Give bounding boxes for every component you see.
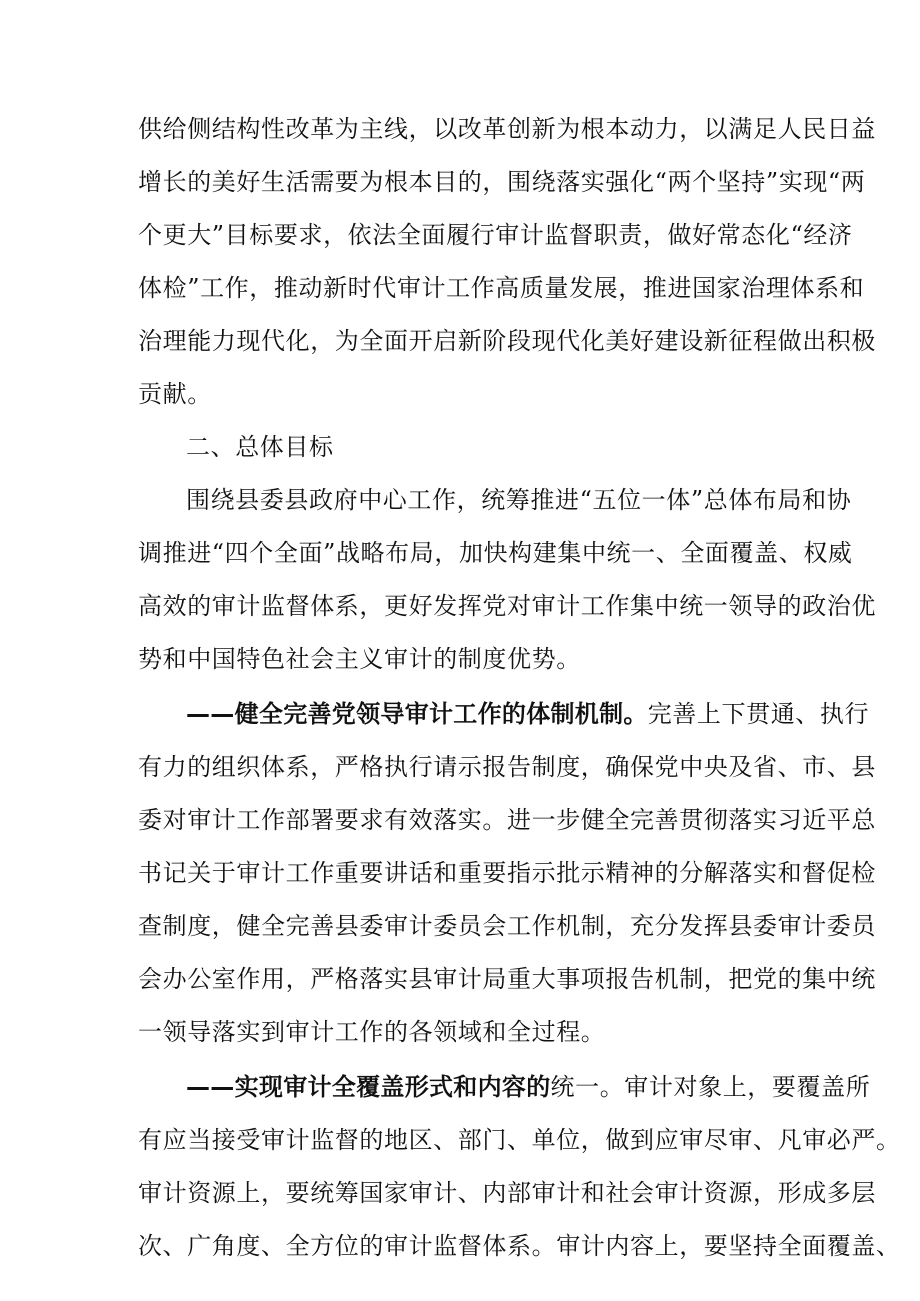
paragraph-1-line-6: 贡献。 — [138, 380, 212, 408]
paragraph-3-line-7: 一领导落实到审计工作的各领域和全过程。 — [138, 1018, 606, 1046]
paragraph-4-bold-lead: ——实现审计全覆盖形式和内容的 — [186, 1073, 551, 1101]
paragraph-3-line-2: 有力的组织体系，严格执行请示报告制度，确保党中央及省、市、县 — [138, 753, 876, 781]
paragraph-2-line-1: 围绕县委县政府中心工作，统筹推进“五位一体”总体布局和协 — [186, 486, 852, 514]
paragraph-3-first-rest: 完善上下贯通、执行 — [647, 700, 870, 728]
paragraph-4-first-rest: 统一。审计对象上，要覆盖所 — [550, 1073, 871, 1101]
paragraph-1-line-4: 体检”工作，推动新时代审计工作高质量发展，推进国家治理体系和 — [138, 274, 865, 302]
paragraph-3-bold-lead: ——健全完善党领导审计工作的体制机制。 — [186, 700, 648, 728]
paragraph-1-line-5: 治理能力现代化，为全面开启新阶段现代化美好建设新征程做出积极 — [138, 327, 876, 355]
paragraph-2-line-2: 调推进“四个全面”战略布局，加快构建集中统一、全面覆盖、权威 — [138, 539, 853, 567]
paragraph-3-line-3: 委对审计工作部署要求有效落实。进一步健全完善贯彻落实习近平总 — [138, 806, 876, 834]
paragraph-4-line-1 — [186, 1070, 871, 1104]
paragraph-3-line-1 — [186, 697, 870, 731]
paragraph-3-line-4: 书记关于审计工作重要讲话和重要指示批示精神的分解落实和督促检 — [138, 859, 876, 887]
paragraph-3-line-5: 查制度，健全完善县委审计委员会工作机制，充分发挥县委审计委员 — [138, 912, 876, 940]
paragraph-4-line-2: 有应当接受审计监督的地区、部门、单位，做到应审尽审、凡审必严。 — [138, 1126, 901, 1154]
paragraph-2-line-3: 高效的审计监督体系，更好发挥党对审计工作集中统一领导的政治优 — [138, 592, 876, 620]
paragraph-4-line-3: 审计资源上，要统筹国家审计、内部审计和社会审计资源，形成多层 — [138, 1179, 876, 1207]
paragraph-2-line-4: 势和中国特色社会主义审计的制度优势。 — [138, 645, 581, 673]
section-heading: 二、总体目标 — [186, 433, 334, 461]
paragraph-1-line-2: 增长的美好生活需要为根本目的，围绕落实强化“两个坚持”实现“两 — [138, 168, 866, 196]
paragraph-1-line-1: 供给侧结构性改革为主线，以改革创新为根本动力，以满足人民日益 — [138, 115, 876, 143]
paragraph-4-line-4: 次、广角度、全方位的审计监督体系。审计内容上，要坚持全面覆盖、 — [138, 1232, 901, 1260]
paragraph-3-line-6: 会办公室作用，严格落实县审计局重大事项报告机制，把党的集中统 — [138, 965, 876, 993]
paragraph-1-line-3: 个更大”目标要求，依法全面履行审计监督职责，做好常态化“经济 — [138, 221, 853, 249]
